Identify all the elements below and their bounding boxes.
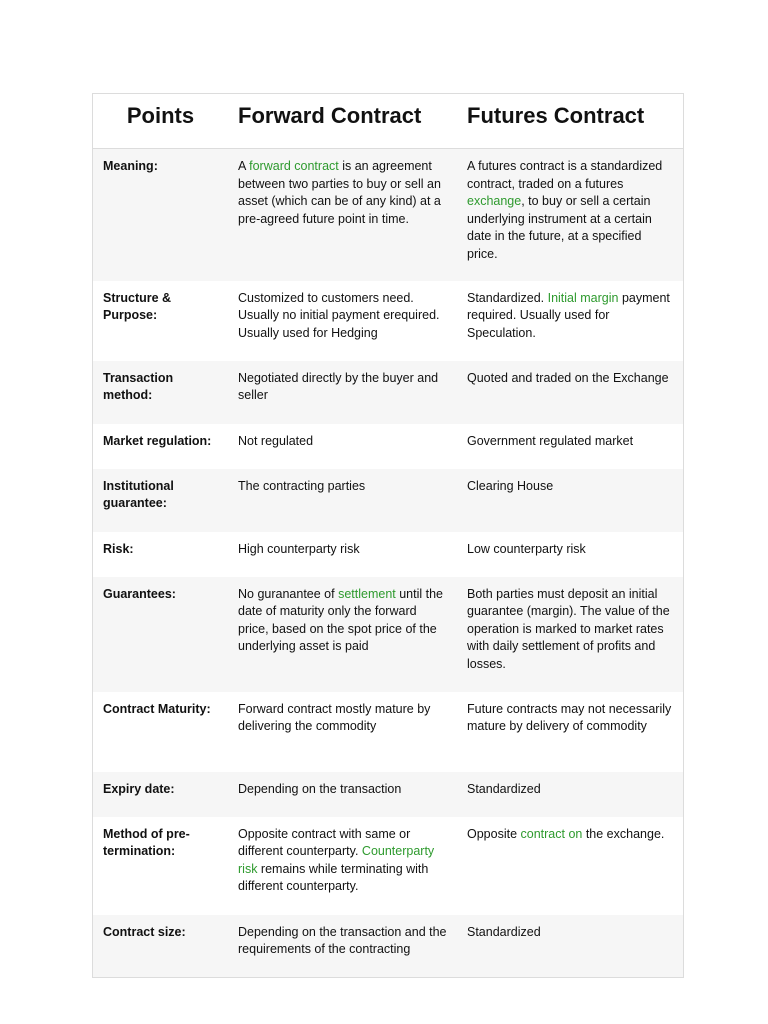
row-label: Risk:: [103, 541, 134, 556]
header-futures-contract: Futures Contract: [457, 94, 683, 149]
forward-cell: [228, 281, 457, 361]
row-market-regulation: [93, 424, 683, 469]
cell-text: No guranantee of: [238, 586, 339, 601]
futures-cell: [457, 692, 683, 772]
cell-text: Standardized: [467, 781, 541, 796]
cell-link[interactable]: Counterparty risk: [238, 844, 435, 876]
forward-cell: [228, 817, 457, 915]
cell-text: Both parties must deposit an initial guarantee (margin). The value of the operation is marked to market rates with daily settlement of profits and losses.: [467, 586, 670, 671]
row-contract-maturity: [93, 692, 683, 772]
row-label: Expiry date:: [93, 772, 228, 817]
cell-text: Depending on the transaction and the requirements of the contracting: [238, 924, 447, 956]
cell-text: , to buy or sell a certain underlying instrument at a certain date in the future, at a specified price.: [467, 194, 652, 261]
row-label: Contract Maturity:: [103, 701, 211, 716]
cell-text: Negotiated directly by the buyer and seller: [238, 370, 439, 402]
cell-text: the exchange.: [582, 826, 665, 841]
cell-text: The contracting parties: [238, 478, 366, 493]
futures-cell: [457, 915, 683, 979]
cell-link[interactable]: contract on: [520, 826, 583, 841]
futures-cell: [457, 577, 683, 692]
cell-text: High counterparty risk: [238, 541, 360, 556]
row-structure-purpose: [93, 281, 683, 361]
cell-text: Forward contract mostly mature by delivering the commodity: [238, 701, 431, 733]
forward-cell: [228, 469, 457, 532]
futures-cell: [457, 469, 683, 532]
cell-text: Quoted and traded on the Exchange: [467, 370, 669, 385]
cell-text: A: [238, 159, 250, 173]
forward-cell: [228, 772, 457, 817]
cell-text: Low counterparty risk: [467, 541, 586, 556]
table-body: [93, 149, 683, 979]
row-label: Market regulation:: [103, 433, 212, 448]
row-label: Meaning:: [93, 149, 228, 281]
cell-text: until the date of maturity only the forward price, based on the spot price of the underlying asset is paid: [238, 586, 444, 653]
forward-cell: [228, 149, 457, 281]
cell-text: remains while terminating with different counterparty.: [238, 861, 429, 893]
comparison-table-container: [92, 93, 684, 978]
cell-text: payment required. Usually used for Speculation.: [467, 290, 670, 340]
row-label: Transaction method:: [93, 361, 228, 424]
cell-text: Future contracts may not necessarily mature by delivery of commodity: [467, 701, 672, 733]
row-label: Contract size:: [93, 915, 228, 979]
row-label: Institutional guarantee:: [93, 469, 228, 532]
cell-text: Opposite contract with same or different counterparty.: [238, 826, 411, 858]
futures-cell: [457, 149, 683, 281]
cell-link[interactable]: Initial margin: [547, 290, 619, 305]
forward-cell: [228, 424, 457, 469]
futures-cell: [457, 424, 683, 469]
row-contract-size: [93, 915, 683, 979]
row-meaning: [93, 149, 683, 281]
futures-cell: [457, 817, 683, 915]
cell-link[interactable]: forward contract: [249, 159, 339, 173]
cell-text: Clearing House: [467, 478, 554, 493]
forward-cell: [228, 915, 457, 979]
cell-text: Standardized: [467, 924, 541, 939]
row-risk: [93, 532, 683, 577]
comparison-table: [93, 94, 683, 978]
forward-cell: [228, 361, 457, 424]
row-transaction-method: [93, 361, 683, 424]
futures-cell: [457, 532, 683, 577]
row-guarantees: [93, 577, 683, 692]
row-expiry-date: [93, 772, 683, 817]
header-points: Points: [93, 94, 228, 149]
cell-text: Not regulated: [238, 433, 314, 448]
cell-text: Government regulated market: [467, 433, 634, 448]
row-institutional-guarantee: [93, 469, 683, 532]
cell-text: is an agreement between two parties to buy or sell an asset (which can be of any kind) at a pre-agreed future point in time.: [238, 159, 441, 226]
row-label: Method of pre-termination:: [103, 826, 190, 858]
futures-cell: [457, 772, 683, 817]
futures-cell: [457, 281, 683, 361]
row-label: Structure & Purpose:: [103, 290, 172, 322]
forward-cell: [228, 692, 457, 772]
header-forward-contract: Forward Contract: [228, 94, 457, 149]
row-label: Guarantees:: [93, 577, 228, 692]
cell-text: A futures contract is a standardized contract, traded on a futures: [467, 159, 663, 191]
header-row: [93, 94, 683, 149]
cell-text: Depending on the transaction: [238, 781, 402, 796]
cell-link[interactable]: exchange: [467, 194, 522, 208]
cell-text: Standardized.: [467, 290, 548, 305]
cell-text: Opposite: [467, 826, 521, 841]
forward-cell: [228, 532, 457, 577]
cell-link[interactable]: settlement: [338, 586, 396, 601]
futures-cell: [457, 361, 683, 424]
row-method-of-pre-termination: [93, 817, 683, 915]
forward-cell: [228, 577, 457, 692]
cell-text: Customized to customers need. Usually no initial payment erequired. Usually used for Hedging: [238, 290, 440, 340]
